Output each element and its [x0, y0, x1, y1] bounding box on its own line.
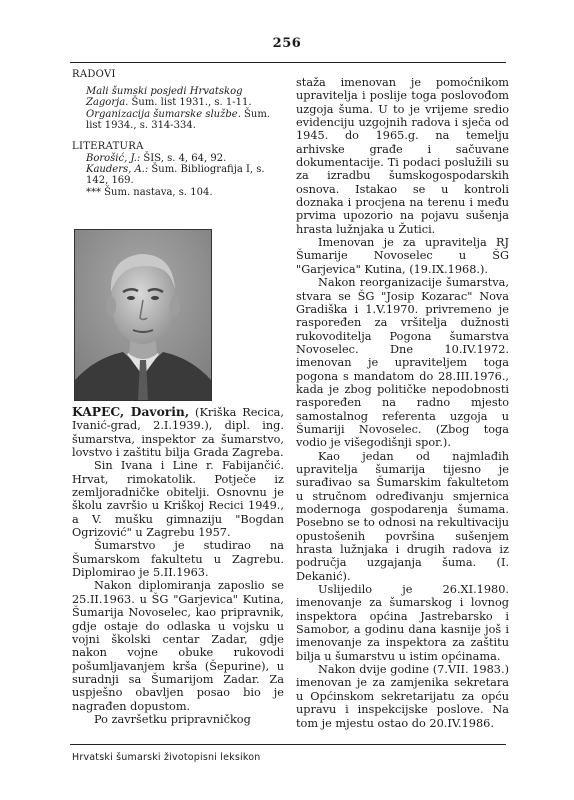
- paragraph: staža imenovan je pomoćnikom upravitelja i poslije toga poslovođom uzgoja šuma. U to je vrijeme sredio evidenciju uzgojnih radova i sječa od 1945. do 1965.g. na temelju arhivske građe i sačuvane dokumentacije. Ti podaci poslužili su za izradbu šumskogospodarskih osnova. Istakao se u kontroli doznaka i procjena na terenu i među prvima upozorio na pojavu sušenja hrasta lužnjaka u Žutici.: [296, 76, 509, 236]
- paragraph: Uslijedilo je 26.XI.1980. imenovanje za šumarskog i lovnog inspektora općina Jastrebarsko i Samobor, a godinu dana kasnije još i imenovanje za inspektora za zaštitu bilja u šumarstvu u istim općinama.: [296, 583, 509, 663]
- radovi-heading: RADOVI: [72, 69, 116, 80]
- bottom-rule: [70, 744, 506, 745]
- paragraph: Po završetku pripravničkog: [94, 712, 251, 726]
- paragraph: Sin Ivana i Line r. Fabijančić. Hrvat, rimokatolik. Potječe iz zemljoradničke obitelji. Osnovnu je školu završio u Kriškoj Recici 1949., a V. mušku gimnaziju "Bogdan Ogrizović" u Zagrebu 1957.: [72, 459, 284, 540]
- paragraph: Kao jedan od najmlađih upravitelja šumarija tijesno je surađivao sa Šumarskim fakultetom u stručnom određivanju smjernica modernoga gospodarenja šumama. Posebno se to odnosi na rekultivaciju opustošenih površina sušenjem hrasta lužnjaka i drugih radova iz područja uzgajanja šuma. (I. Dekanić).: [296, 449, 509, 583]
- entry-intro-text: (Kriška Recica, Ivanić-grad, 2.I.1939.), dipl. ing. šumarstva, inspektor za šumarstvo, lovstvo i zaštitu bilja Grada Zagreba.: [72, 406, 284, 460]
- top-rule: [70, 62, 506, 63]
- paragraph: Nakon diplomiranja zaposlio se 25.II.1963. u ŠG "Garjevica" Kutina, Šumarija Novoselec, kao pripravnik, gdje ostaje do odlaska u vojsku u vojni školski centar Zadar, gdje nakon vojne obuke rukovodi pošumljavanjem krša (Šepurine), u suradnji sa Šumarijom Zadar. Za uspješno obavljen posao bio je nagrađen dopustom.: [72, 579, 284, 713]
- literatura-item-1: [72, 153, 284, 164]
- literatura-source: ŠIS, s. 4, 64, 92.: [140, 152, 227, 164]
- paragraph: Imenovan je za upravitelja RJ Šumarije Novoselec u ŠG "Garjevica" Kutina, (19.IX.1968.).: [296, 236, 509, 276]
- portrait-photo: [74, 229, 212, 401]
- paragraph: Nakon dvije godine (7.VII. 1983.) imenovan je za zamjenika sekretara u Općinskom sekretarijatu za opću upravu i inspekcijske poslove. Na tom je mjestu ostao do 20.IV.1986.: [296, 663, 509, 730]
- literatura-source: Šum. Bibliografija I, s. 142, 169.: [86, 164, 265, 187]
- literatura-source: Šum. nastava, s. 104.: [101, 186, 213, 198]
- literatura-heading: LITERATURA: [72, 140, 144, 152]
- entry-intro: [72, 405, 284, 459]
- paragraph: Nakon reorganizacije šumarstva, stvara se ŠG "Josip Kozarac" Nova Gradiška i 1.V.1970. privremeno je raspoređen za vršitelja dužnosti rukovoditelja Pogona šumarstva Novoselec. Dne 10.IV.1972. imenovan je upraviteljem toga pogona s mandatom do 28.III.1976., kada je zbog političke nepodobnosti raspoređen na radno mjesto samostalnog referenta uzgoja u Šumariji Novoselec. (Zbog toga vodio je višegodišnji spor.).: [296, 276, 509, 450]
- literatura-item-2: [72, 164, 284, 187]
- literatura-author: Kauders, A.:: [86, 164, 149, 176]
- radovi-item-1: [72, 86, 284, 109]
- literatura-item-3: [72, 187, 284, 198]
- footer-title: Hrvatski šumarski životopisni leksikon: [72, 752, 261, 763]
- radovi-item-2: [72, 109, 284, 132]
- entry-body-right: [296, 76, 509, 730]
- entry-name: KAPEC, Davorin,: [72, 404, 190, 419]
- left-column-references: [72, 69, 284, 198]
- portrait-image: [75, 230, 211, 400]
- radovi-item-source: Šum. list 1931., s. 1-11.: [128, 97, 252, 109]
- radovi-item-title: Mali šumski posjedi Hrvatskog Zagorja.: [86, 86, 243, 109]
- radovi-item-title: Organizacija šumarske službe.: [86, 108, 241, 120]
- entry-body-left: [72, 405, 284, 726]
- page-number: 256: [272, 36, 302, 51]
- literatura-author: ***: [86, 186, 101, 198]
- radovi-item-source: Šum. list 1934., s. 314-334.: [86, 108, 271, 132]
- paragraph: Šumarstvo je studirao na Šumarskom fakultetu u Zagrebu. Diplomirao je 5.II.1963.: [72, 539, 284, 580]
- literatura-author: Borošić, J.:: [86, 152, 141, 164]
